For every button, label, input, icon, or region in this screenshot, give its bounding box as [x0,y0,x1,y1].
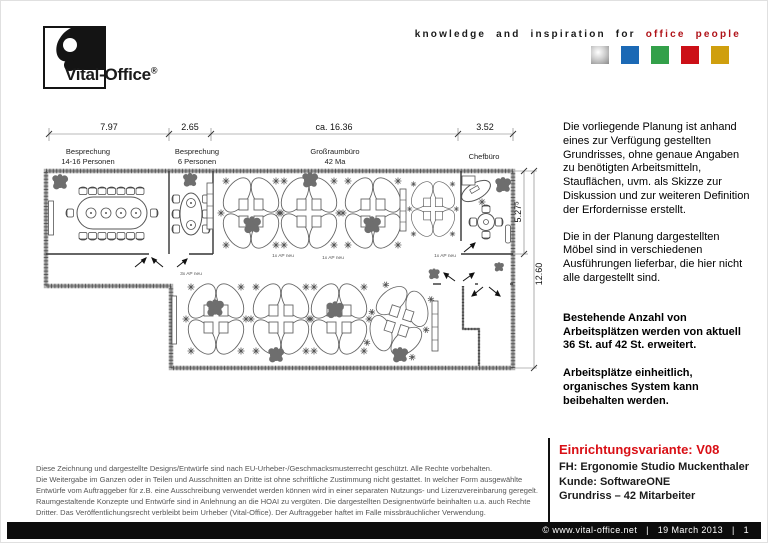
workstation-pods [172,173,459,367]
footer-bar [7,522,761,539]
logo-wordmark [65,65,157,85]
disclaimer-line: Entwürfe vom Auftraggeber für z.B. eine Ausschreibung verwendet werden können wird in einer separaten Nutzungs- und Lizenzvereinbarung geregelt. [36,486,538,495]
svg-text:1x AP neu: 1x AP neu [272,254,294,259]
dim-16-36: ca. 16.36 [315,122,353,132]
dimension-labels-top [100,122,494,132]
project-kunde: Kunde: SoftwareONE [559,475,671,488]
project-grundriss: Grundriss – 42 Mitarbeiter [559,490,696,502]
footer-date: 19 March 2013 [657,525,724,535]
dim-5-27: 5.27$^5$ [513,201,523,223]
footer-page-number: 1 [743,525,749,535]
square-green [651,46,669,64]
tagline [415,29,741,40]
project-info [559,442,761,504]
footer-separator: | [646,525,649,535]
svg-text:14-16 Personen: 14-16 Personen [61,157,115,166]
tagline-black: knowledge and inspiration for [414,29,636,40]
svg-text:Chefbüro: Chefbüro [468,152,500,161]
square-red [681,46,699,64]
copyright-disclaimer [36,463,541,518]
floor-plan [31,109,546,394]
disclaimer-line: Raumgestaltende Konzepte und Entwürfe sind in Anlehnung an die HOAI zu vergüten. Die dargestellten Designentwürfe beinhalten u.a. auch Rechte [36,497,531,506]
svg-text:Großraumbüro: Großraumbüro [310,147,360,156]
note-paragraph-4: Arbeitsplätze einheitlich, organisches System kann beibehalten werden. [563,367,699,407]
svg-text:Besprechung: Besprechung [65,147,111,156]
svg-text:3x AP neu: 3x AP neu [180,272,202,277]
project-variant-title: Einrichtungsvariante: V08 [559,442,720,457]
conference-room-furniture [49,187,158,240]
room-labels [61,147,499,166]
brand-color-squares [591,46,729,64]
dim-12-60: 12.60 [534,262,544,286]
project-fh: FH: Ergonomie Studio Muckenthaler [559,461,750,473]
note-paragraph-3: Bestehende Anzahl von Arbeitsplätzen werden von aktuell 36 St. auf 42 St. erweitert. [563,311,741,352]
svg-text:6 Personen: 6 Personen [177,157,217,166]
svg-text:Besprechung: Besprechung [174,147,220,156]
footer-separator: | [731,525,735,535]
dim-2-65: 2.65 [181,122,199,132]
dim-7-97: 7.97 [100,122,118,132]
square-blue [621,46,639,64]
disclaimer-line: Die Weitergabe im Ganzen oder in Teilen und Ausschnitten an Dritte ist ohne schriftliche Zustimmung nicht gestattet. In welcher Form ausgewählte [36,475,523,484]
disclaimer-line: Dritter. Das Veröffentlichungsrecht verbleibt beim Urheber (Vital-Office). Der Auftraggeber haftet im Falle missbräuchlicher Verwendung. [36,508,486,517]
svg-text:42 Ma: 42 Ma [324,157,346,166]
disclaimer-line: Diese Zeichnung und dargestellte Designs/Entwürfe sind nach EU-Urheber-/Geschmacksmusterrecht geschützt. Alle Rechte vorbehalten. [36,464,493,473]
svg-text:1x AP neu: 1x AP neu [434,254,456,259]
svg-text:1x AP neu: 1x AP neu [322,256,344,261]
footer-url[interactable]: © www.vital-office.net [542,525,638,535]
square-silver [591,46,609,64]
dimension-labels-right [513,201,544,285]
square-gold [711,46,729,64]
registered-mark: ® [150,65,158,76]
meeting-room-6-furniture [172,183,213,235]
tagline-red: office people [645,29,741,40]
notes-column [563,121,751,409]
note-paragraph-2: Die in der Planung dargestellten Möbel sind in verschiedenen Ausführungen lieferbar, die hier nicht alle dargestellt sind. [563,230,743,284]
logo-wordmark-text: Vital-Office [65,65,151,84]
note-paragraph-1: Die vorliegende Planung ist anhand eines zur Verfügung gestellten Grundrisses, ohne genaue Angaben zu benötigten Arbeitsmitteln, Stauflächen, uvm. als Skizze zur Diskussion und zur weiteren Definition der Erfordernisse erstellt. [563,121,750,216]
ap-annotations [180,253,456,277]
dim-3-52: 3.52 [476,122,494,132]
project-divider-rule [548,438,550,522]
